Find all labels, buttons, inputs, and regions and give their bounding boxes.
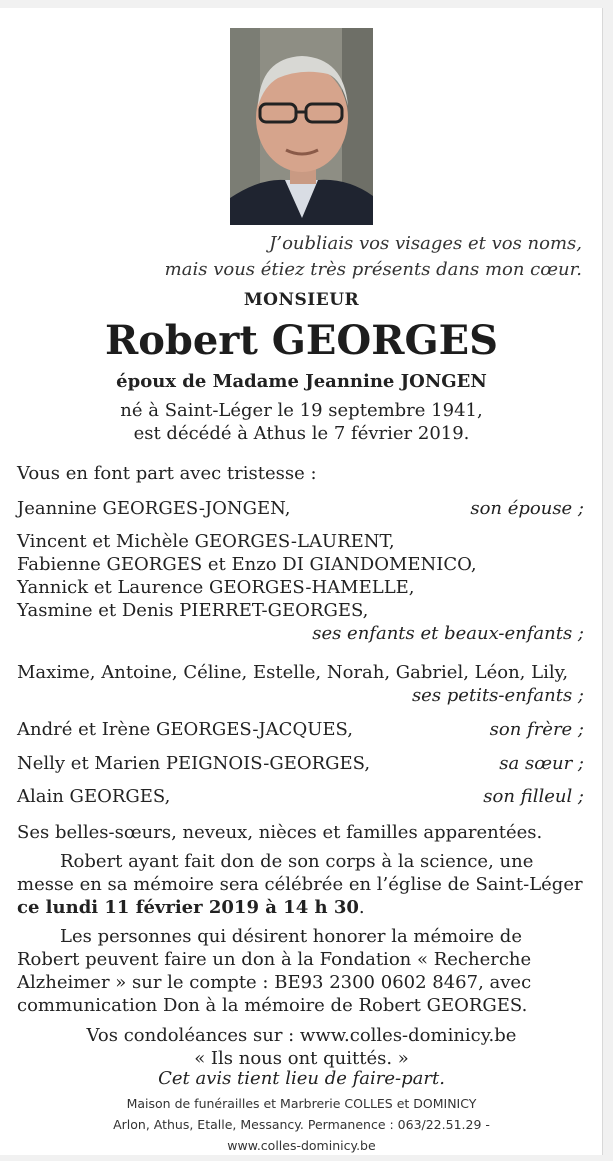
family-names: André et Irène GEORGES-JACQUES,: [17, 719, 353, 740]
family-entry-grandchildren: [17, 661, 584, 707]
quitted-line: « Ils nous ont quittés. »: [194, 1048, 409, 1069]
family-entry-brother: [17, 718, 584, 741]
family-entry-sister: [17, 752, 584, 775]
footer-website: www.colles-dominicy.be: [227, 1138, 376, 1153]
family-role: son filleul ;: [483, 786, 584, 807]
deceased-name: Robert GEORGES: [104, 317, 499, 364]
family-names: Fabienne GEORGES et Enzo DI GIANDOMENICO,: [17, 554, 477, 575]
quote-line-1: J’oubliais vos visages et vos noms,: [269, 233, 582, 254]
mass-date: ce lundi 11 février 2019 à 14 h 30: [17, 897, 359, 918]
family-names: Nelly et Marien PEIGNOIS-GEORGES,: [17, 753, 371, 774]
family-entry-godson: [17, 785, 584, 808]
family-names: Jeannine GEORGES-JONGEN,: [17, 498, 291, 519]
mass-text: Robert ayant fait don de son corps à la science, une messe en sa mémoire sera célébrée en l’église de Saint-Léger: [17, 851, 583, 895]
family-role: son épouse ;: [470, 498, 584, 519]
family-role: ses petits-enfants ;: [411, 685, 584, 706]
family-role: sa sœur ;: [499, 753, 584, 774]
funeral-home-footer: [0, 1093, 603, 1156]
obituary-card: [0, 8, 603, 1155]
footer-line-2: Arlon, Athus, Etalle, Messancy. Permanence : 063/22.51.29 -: [113, 1117, 490, 1132]
mass-paragraph: [17, 850, 584, 919]
spouse-line: époux de Madame Jeannine JONGEN: [116, 371, 487, 392]
salutation: MONSIEUR: [243, 290, 360, 310]
condolences-line: Vos condoléances sur : www.colles-dominicy.be: [86, 1025, 517, 1046]
relatives-line: Ses belles-sœurs, neveux, nièces et familles apparentées.: [17, 822, 543, 843]
intro-line: Vous en font part avec tristesse :: [17, 463, 317, 484]
portrait-photo: [230, 28, 373, 225]
family-names: Alain GEORGES,: [17, 786, 171, 807]
notice-line: Cet avis tient lieu de faire-part.: [158, 1068, 445, 1089]
quote-line-2: mais vous étiez très présents dans mon cœur.: [164, 259, 582, 280]
condolences: [0, 1024, 603, 1070]
birth-line: né à Saint-Léger le 19 septembre 1941,: [120, 400, 483, 421]
family-role: son frère ;: [489, 719, 584, 740]
family-names: Maxime, Antoine, Céline, Estelle, Norah, Gabriel, Léon, Lily,: [17, 662, 569, 683]
donation-paragraph: Les personnes qui désirent honorer la mémoire de Robert peuvent faire un don à la Fondation « Recherche Alzheimer » sur le compte : BE93 2300 0602 8467, avec communication Don à la mémoire de Robert GEORGES.: [17, 926, 532, 1016]
epigraph-quote: [165, 231, 582, 283]
family-names: Yasmine et Denis PIERRET-GEORGES,: [17, 600, 369, 621]
family-names: Vincent et Michèle GEORGES-LAURENT,: [17, 531, 395, 552]
mass-end: .: [358, 897, 365, 918]
family-entry-spouse: [17, 497, 584, 520]
birth-death-info: [0, 399, 603, 445]
family-names: Yannick et Laurence GEORGES-HAMELLE,: [17, 577, 415, 598]
family-entry-children: [17, 530, 584, 645]
family-role: ses enfants et beaux-enfants ;: [312, 623, 584, 644]
death-line: est décédé à Athus le 7 février 2019.: [133, 423, 470, 444]
footer-line-1: Maison de funérailles et Marbrerie COLLES et DOMINICY: [126, 1096, 477, 1111]
